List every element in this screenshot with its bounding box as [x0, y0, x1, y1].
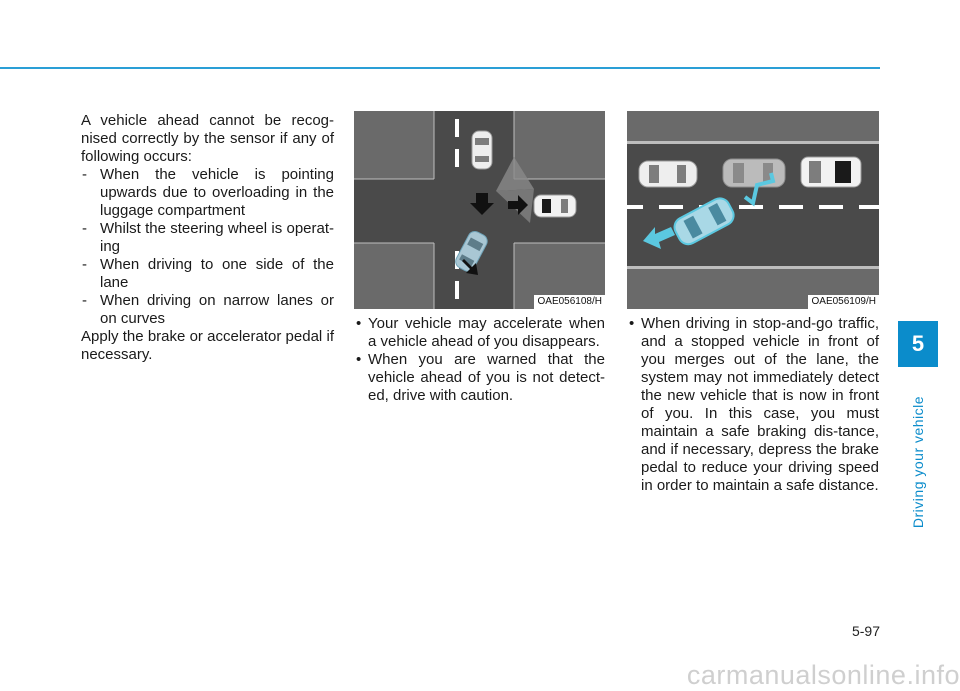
- lane-change-illustration: [627, 111, 879, 309]
- intersection-drawing: [354, 111, 605, 309]
- bullet-item: • When driving in stop-and-go traffic, and a stopped vehicle in front of you merges out of the lane, the system may not immediately detect the new vehicle that is now in front of you. In this case, you must maintain a safe braking dis-tance, and if necessary, depress the brake pedal to reduce your driving speed in order to maintain a safe distance.: [627, 315, 879, 495]
- condition-item: - When the vehicle is pointing upwards due to overloading in the luggage compartment: [81, 166, 334, 220]
- intersection-illustration: [354, 111, 605, 309]
- condition-list: [81, 166, 334, 328]
- condition-item: - Whilst the steering wheel is operat-ing: [81, 220, 334, 256]
- figure-code: OAE056109/H: [808, 295, 880, 309]
- lane-drawing: [627, 111, 879, 309]
- condition-item: - When driving on narrow lanes or on curves: [81, 292, 334, 328]
- text-column-3: [627, 315, 879, 495]
- intro-paragraph: A vehicle ahead cannot be recog-nised correctly by the sensor if any of following occurs:: [81, 112, 334, 165]
- condition-item: - When driving to one side of the lane: [81, 256, 334, 292]
- bullet-item: • Your vehicle may accelerate when a vehicle ahead of you disappears.: [354, 315, 605, 351]
- text-column-1: [81, 112, 334, 364]
- bullet-list: [354, 315, 605, 405]
- bullet-item: • When you are warned that the vehicle ahead of you is not detect-ed, drive with caution.: [354, 351, 605, 405]
- figure-code: OAE056108/H: [534, 295, 606, 309]
- bullet-list: [627, 315, 879, 495]
- page-number: 5-97: [851, 623, 880, 639]
- advice-paragraph: Apply the brake or accelerator pedal if necessary.: [81, 328, 334, 363]
- chapter-number-tab: 5: [898, 321, 938, 367]
- chapter-title: Driving your vehicle: [910, 395, 926, 529]
- watermark-text: carmanualsonline.info: [686, 660, 960, 690]
- header-rule: [0, 67, 880, 69]
- text-column-2: [354, 315, 605, 405]
